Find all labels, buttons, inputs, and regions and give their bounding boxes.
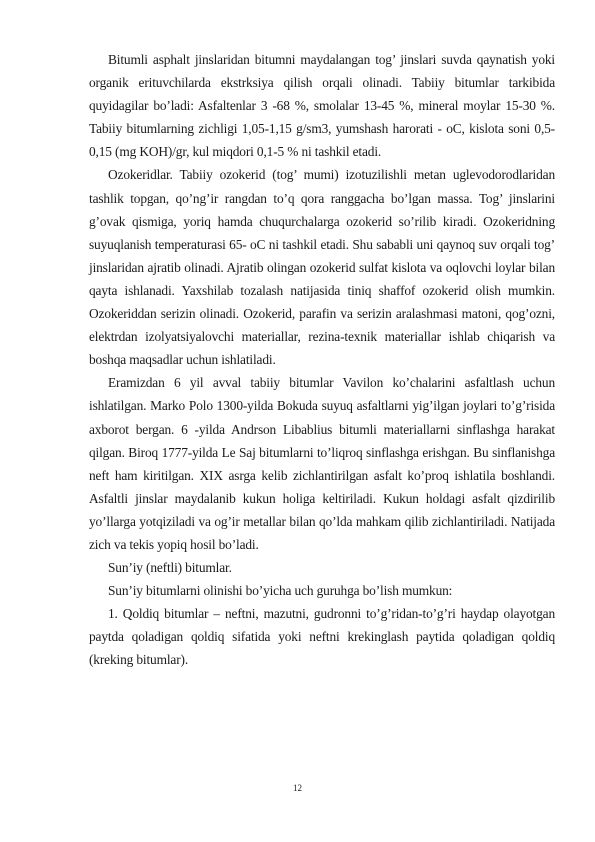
paragraph-bitumen-history: Eramizdan 6 yil avval tabiiy bitumlar Vavilon ko’chalarini asfaltlash uchun ishlatilgan. Marko Polo 1300-yilda Bokuda suyuq asfaltlarni yig’ilgan joylari to’g’risida axborot bergan. 6 -yilda Andrson Libablius bitumli materiallarni sinflashga harakat qilgan. Biroq 1777-yilda Le Saj bitumlarni to’liqroq sinflashga erishgan. Bu sinflanishga neft ham kiritilgan. XIX asrga kelib zichlantirilgan asfalt ko’proq ishlatila boshlandi. Asfaltli jinslar maydalanib kukun holiga keltiriladi. Kukun holdagi asfalt qizdirilib yo’llarga yotqiziladi va og’ir metallar bilan qo’lda mahkam qilib zichlantiriladi. Natijada zich va tekis yopiq hosil bo’ladi. — [89, 375, 555, 552]
paragraph-ozokerite: Ozokeridlar. Tabiiy ozokerid (tog’ mumi) izotuzilishli metan uglevodorodlaridan tashlik topgan, qo’ng’ir rangdan to’q qora ranggacha bo’lgan massa. Tog’ jinslarini g’ovak qismiga, yoriq hamda chuqurchalarga ozokerid so’rilib kiradi. Ozokeridning suyuqlanish temperaturasi 65- oC ni tashkil etadi. Shu sababli uni qaynoq suv orqali tog’ jinslaridan ajratib olinadi. Ajratib olingan ozokerid sulfat kislota va oqlovchi loylar bilan qayta ishlanadi. Yaxshilab tozalash natijasida tiniq shaffof ozokerid olish mumkin. Ozokeriddan serizin olinadi. Ozokerid, parafin va serizin aralashmasi matoni, qog’ozni, elektrdan izolyatsiyalovchi materiallar, rezina-texnik materiallar ishlab chiqarish va boshqa maqsadlar uchun ishlatiladi. — [89, 167, 555, 368]
paragraph-artificial-bitumen-heading: Sun’iy (neftli) bitumlar. — [108, 560, 232, 576]
page-body — [89, 48, 555, 672]
paragraph-residual-bitumen: 1. Qoldiq bitumlar – neftni, mazutni, gudronni to’g’ridan-to’g’ri haydap olayotgan paytda qoladigan qoldiq sifatida yoki neftni krekinglash paytida qoladigan qoldiq (kreking bitumlar). — [89, 606, 555, 668]
page-number: 12 — [293, 783, 302, 793]
paragraph-natural-bitumen-composition: Bitumli asphalt jinslaridan bitumni maydalangan tog’ jinslari suvda qaynatish yoki organik erituvchilarda ekstrksiya qilish orqali olinadi. Tabiiy bitumlar tarkibida quyidagilar bo’ladi: Asfaltenlar 3 -68 %, smolalar 13-45 %, mineral moylar 15-30 %. Tabiiy bitumlarning zichligi 1,05-1,15 g/sm3, yumshash harorati - oC, kislota soni 0,5-0,15 (mg KOH)/gr, kul miqdori 0,1-5 % ni tashkil etadi. — [89, 52, 555, 160]
paragraph-artificial-bitumen-groups: Sun’iy bitumlarni olinishi bo’yicha uch guruhga bo’lish mumkun: — [108, 583, 453, 599]
